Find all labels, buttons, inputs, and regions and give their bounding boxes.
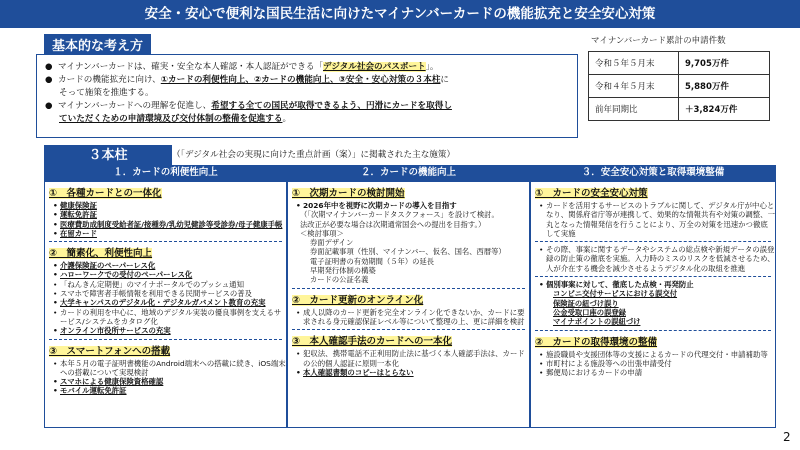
page-title: 安全・安心で便利な国民生活に向けたマイナンバーカードの機能拡充と安全安心対策 [0, 0, 800, 28]
basic-bullet-3: ● マイナンバーカードへの理解を促進し、希望する全ての国民が取得できるよう、円滑にカードを取得し [45, 101, 452, 111]
list-item: • カードの利用を中心に、地域のデジタル実装の優良事例を支えるサービス/システムをカタログ化 [53, 308, 286, 327]
list-item: • 医療費助成制度受給者証/接種券/乳幼児健診等受診券/母子健康手帳 [53, 220, 286, 229]
stats-caption: マイナンバーカード累計の申請件数 [591, 36, 726, 46]
divider [535, 241, 771, 242]
divider [49, 339, 282, 340]
list-item: • モバイル運転免許証 [53, 386, 286, 395]
list-item: • 本年５月の電子証明書機能のAndroid端末への搭載に続き、iOS端末への搭載について実現検討 [53, 359, 286, 378]
col1-section-3-title: ③ スマートフォンへの搭載 [49, 345, 171, 357]
stats-label: 令和５年５月末 [589, 52, 679, 75]
three-pillars-label: ３本柱 [44, 145, 172, 167]
table-row [589, 75, 770, 98]
list-item: • 本人確認書類のコピーはとらない [296, 368, 529, 377]
text-line: 早期発行体制の構築 [310, 266, 376, 276]
list-item: • 大学キャンパスのデジタル化・デジタルガバメント教育の充実 [53, 298, 286, 307]
list-item: • スマホによる健康保険資格確認 [53, 377, 286, 386]
list-item: • 2026年中を視野に次期カードの導入を目指す [296, 201, 529, 210]
table-row [589, 98, 770, 121]
list-item: • スマホで障害者手帳情報を利用できる民間サービスの普及 [53, 289, 286, 298]
list-item: • カードを活用するサービスのトラブルに関して、デジタル庁が中心となり、関係府省庁等が連携して、効果的な情報共有や対策の調整、一丸となった情報発信を行うことにより、万全の対策を迅速かつ徹底して実施 [539, 201, 775, 238]
divider [292, 329, 525, 330]
text-line: コンビニ交付サービスにおける誤交付 [553, 289, 678, 299]
column-3-header: ３．安全安心対策と取得環境整備 [530, 165, 776, 181]
list-item: • ハローワークでの受付のペーパーレス化 [53, 270, 286, 279]
list-item: • 施設職員や支援団体等の支援によるカードの代理交付・申請補助等 [539, 350, 775, 359]
stats-value: ＋3,824万件 [679, 98, 770, 121]
col2-section-2-title: ② カード更新のオンライン化 [292, 294, 424, 306]
column-2-header: ２．カードの機能向上 [287, 165, 530, 181]
table-row [589, 52, 770, 75]
text-line: 券面記載事項（性別、マイナンバー、仮名、国名、西暦等） [310, 247, 506, 257]
column-1-box [44, 181, 287, 428]
list-item: • 健康保険証 [53, 201, 286, 210]
text-line: 電子証明書の有効期間（５年）の延長 [310, 256, 435, 266]
list-item: • 介護保険証のペーパーレス化 [53, 261, 286, 270]
col1-section-2-title: ② 簡素化、利便性向上 [49, 248, 153, 260]
text-line: マイナポイントの誤紐づけ [553, 317, 641, 327]
col2-section-1-title: ① 次期カードの検討開始 [292, 188, 405, 199]
col3-section-2-title: ② カードの取得環境の整備 [535, 336, 658, 348]
list-item: • 成人以降のカード更新を完全オンライン化できないか、カードに要求される身元確認保証レベル等について整理の上、更に詳細を検討 [296, 308, 529, 327]
stats-label: 令和４年５月末 [589, 75, 679, 98]
text-line: カードの公証名義 [310, 275, 369, 285]
list-item: • 運転免許証 [53, 210, 286, 219]
text-line: 保険証の紐づけ誤り [553, 298, 619, 308]
text-line: 法改正が必要な場合は次期通常国会への提出を目指す。） [300, 219, 486, 229]
list-item: • 犯収法、携帯電話不正利用防止法に基づく本人確認手法は、カードの公的個人認証に原則一本化 [296, 349, 529, 368]
column-1-header: １．カードの利便性向上 [44, 165, 287, 181]
list-item: • 個別事案に対して、徹底した点検・再発防止 [539, 280, 775, 289]
basic-bullet-3-cont: ていただくための申請環境及び交付体制の整備を促進する。 [59, 114, 292, 124]
text-line: 券面デザイン [310, 238, 354, 248]
stats-label: 前年同期比 [589, 98, 679, 121]
col1-section-1-title: ① 各種カードとの一体化 [49, 188, 162, 199]
text-line: ＜検討事項＞ [300, 228, 344, 238]
divider [292, 288, 525, 289]
divider [535, 276, 771, 277]
page-number: 2 [783, 430, 791, 444]
basic-bullet-2-cont: そって施策を推進する。 [59, 88, 154, 98]
text-line: （「次期マイナンバーカードタスクフォース」を設けて検討。 [300, 210, 499, 220]
col2-section-3-title: ③ 本人確認手法のカードへの一本化 [292, 336, 453, 348]
list-item: • その際、事案に関するデータやシステムの総点検や新規データの誤登録の防止策の徹底を実施。入力時のミスのリスクを低減させるため、人が介在する機会を減少させるようデジタル化の取組を推進 [539, 245, 775, 273]
basic-concept-label: 基本的な考え方 [44, 34, 151, 55]
divider [535, 330, 771, 331]
list-item: • 「ねんきん定期便」のマイナポータルでのプッシュ通知 [53, 280, 286, 289]
column-2-box [287, 181, 530, 428]
text-line: 公金受取口座の誤登録 [553, 307, 626, 317]
col3-section-1-title: ① カードの安全安心対策 [535, 188, 648, 199]
list-item: • 在留カード [53, 229, 286, 238]
list-item: • オンライン市役所サービスの充実 [53, 326, 286, 335]
stats-value: 5,880万件 [679, 75, 770, 98]
divider [49, 241, 282, 242]
list-item: • 郵便局におけるカードの申請 [539, 368, 775, 377]
stats-value: 9,705万件 [679, 52, 770, 75]
list-item: • 市町村による施設等への出張申請受付 [539, 359, 775, 368]
stats-table [588, 51, 770, 121]
basic-bullet-1: ● マイナンバーカードは、確実・安全な本人確認・本人認証ができる「デジタル社会のパスポート」。 [45, 62, 439, 72]
basic-concept-box [36, 54, 578, 138]
three-pillars-note: （「デジタル社会の実現に向けた重点計画（案）」に掲載された主な施策） [172, 150, 456, 160]
basic-bullet-2: ● カードの機能拡充に向け、①カードの利便性向上、②カードの機能向上、③安全・安心対策の３本柱に [45, 75, 450, 85]
column-3-box [530, 181, 776, 428]
